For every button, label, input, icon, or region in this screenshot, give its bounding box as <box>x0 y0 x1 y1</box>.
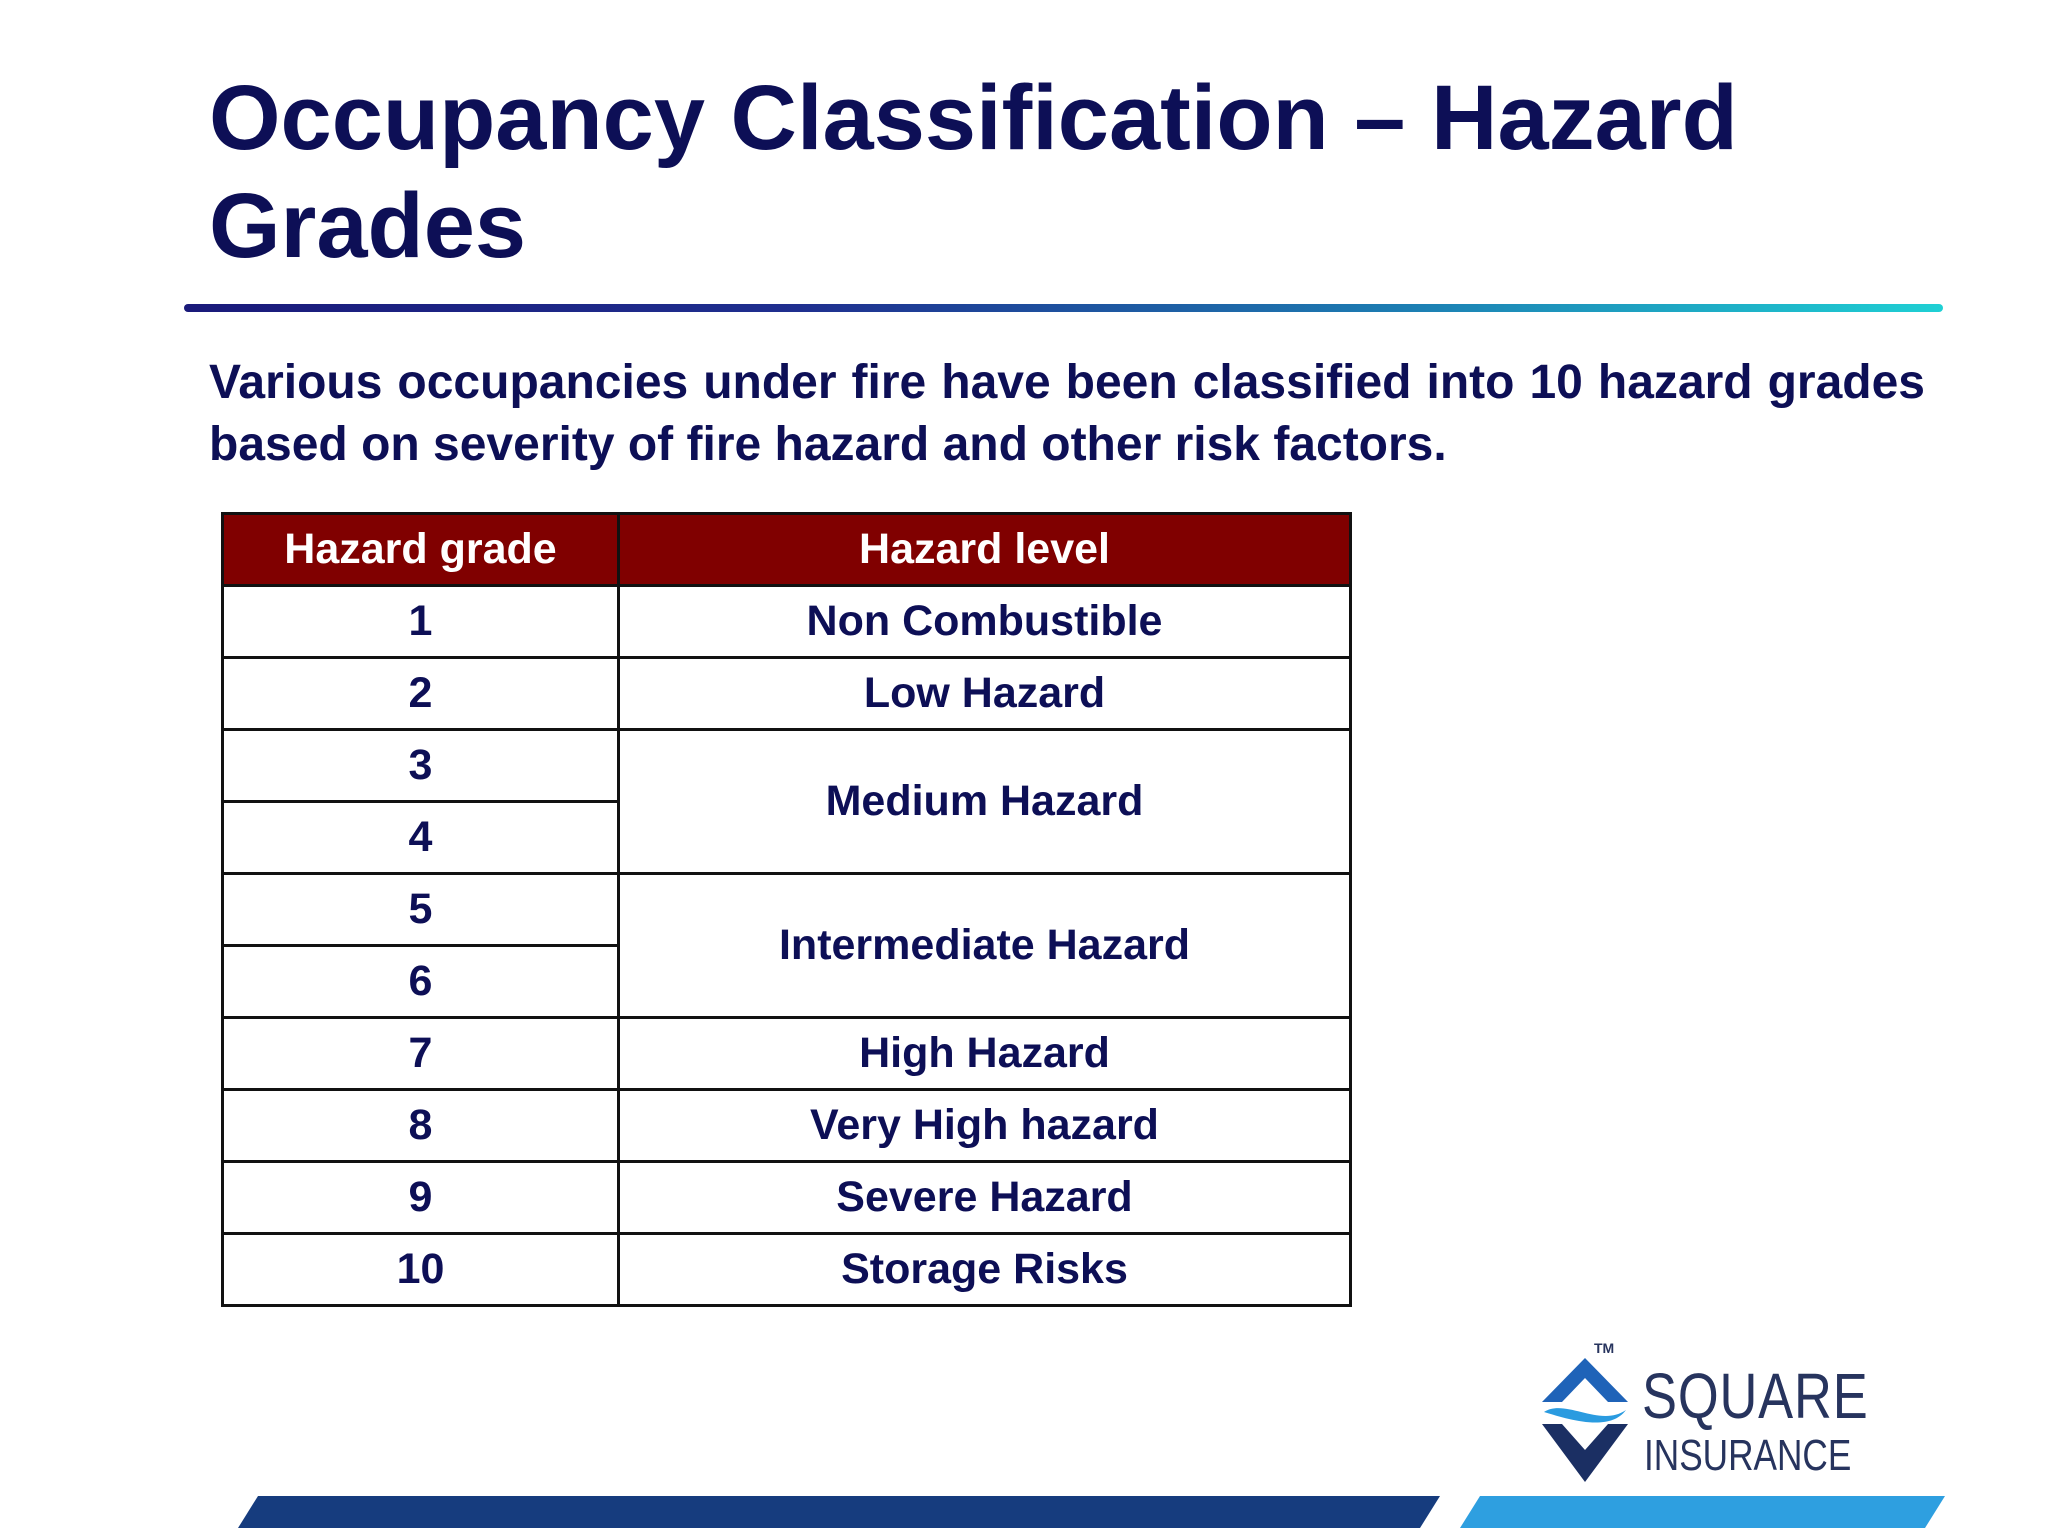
logo-trademark: TM <box>1594 1340 1615 1356</box>
table-row <box>223 1234 1351 1306</box>
title-underline <box>184 304 1943 312</box>
square-insurance-logo-icon <box>1530 1350 1640 1490</box>
table-header-row <box>223 514 1351 586</box>
grade-cell: 9 <box>223 1162 619 1234</box>
grade-cell: 3 <box>223 730 619 802</box>
table-row <box>223 1162 1351 1234</box>
company-logo <box>1530 1340 1870 1490</box>
grade-cell: 1 <box>223 586 619 658</box>
grade-cell: 2 <box>223 658 619 730</box>
level-cell: Severe Hazard <box>619 1162 1351 1234</box>
table-row <box>223 730 1351 802</box>
grade-cell: 6 <box>223 946 619 1018</box>
table-row <box>223 1090 1351 1162</box>
grade-cell: 7 <box>223 1018 619 1090</box>
level-cell: Low Hazard <box>619 658 1351 730</box>
footer-bar-dark <box>238 1496 1440 1528</box>
hazard-grade-table <box>221 512 1352 1307</box>
footer-bars <box>0 1496 2048 1536</box>
grade-cell: 10 <box>223 1234 619 1306</box>
intro-text: Various occupancies under fire have been classified into 10 hazard grades based on severity of fire hazard and other risk factors. <box>209 356 1925 471</box>
header-hazard-grade: Hazard grade <box>223 514 619 586</box>
table-row <box>223 586 1351 658</box>
slide-title: Occupancy Classification – Hazard Grades <box>209 67 1738 277</box>
level-cell: Intermediate Hazard <box>619 874 1351 1018</box>
grade-cell: 5 <box>223 874 619 946</box>
logo-text-insurance: INSURANCE <box>1644 1431 1852 1480</box>
table-row <box>223 1018 1351 1090</box>
table-row <box>223 658 1351 730</box>
level-cell: Medium Hazard <box>619 730 1351 874</box>
level-cell: Non Combustible <box>619 586 1351 658</box>
logo-text-square: SQUARE <box>1642 1360 1869 1432</box>
header-hazard-level: Hazard level <box>619 514 1351 586</box>
table-row <box>223 874 1351 946</box>
grade-cell: 4 <box>223 802 619 874</box>
level-cell: High Hazard <box>619 1018 1351 1090</box>
level-cell: Very High hazard <box>619 1090 1351 1162</box>
grade-cell: 8 <box>223 1090 619 1162</box>
level-cell: Storage Risks <box>619 1234 1351 1306</box>
footer-bar-light <box>1460 1496 1945 1528</box>
